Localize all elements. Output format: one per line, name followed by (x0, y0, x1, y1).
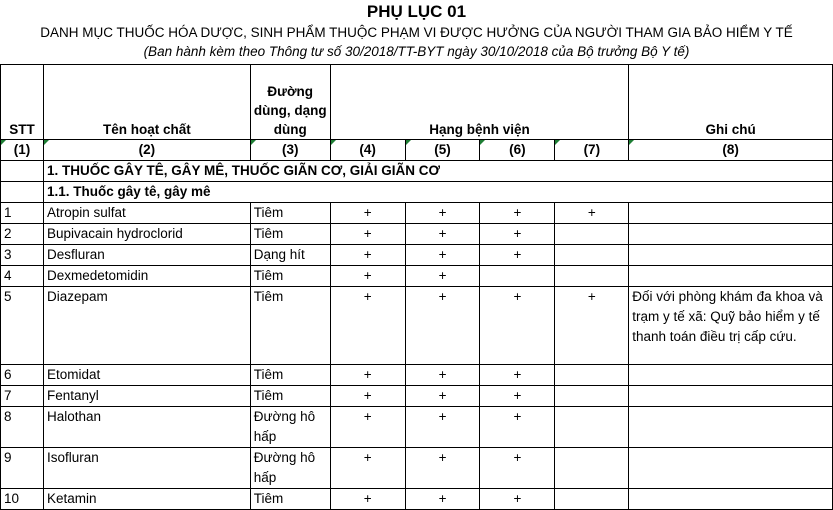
row-stt[interactable]: 10 (1, 489, 44, 510)
row-rank-4[interactable]: + (330, 203, 405, 224)
col-num-1[interactable]: (1) (1, 140, 44, 161)
row-rank-6[interactable]: + (480, 224, 555, 245)
table-row (1, 489, 833, 510)
row-rank-5[interactable]: + (405, 287, 480, 365)
row-rank-5[interactable]: + (405, 489, 480, 510)
row-route[interactable]: Tiêm (250, 266, 330, 287)
row-rank-4[interactable]: + (330, 287, 405, 365)
row-stt[interactable]: 5 (1, 287, 44, 365)
page-title: PHỤ LỤC 01 (366, 2, 467, 21)
row-route[interactable]: Đường hô hấp (250, 407, 330, 448)
row-rank-6[interactable]: + (480, 448, 555, 489)
row-rank-6[interactable]: + (480, 287, 555, 365)
row-rank-6[interactable]: + (480, 407, 555, 448)
row-rank-5[interactable]: + (405, 407, 480, 448)
subsection-row (1, 182, 833, 203)
col-num-3[interactable]: (3) (250, 140, 330, 161)
row-rank-7[interactable] (555, 245, 629, 266)
section-title[interactable]: 1. THUỐC GÂY TÊ, GÂY MÊ, THUỐC GIÃN CƠ, GIẢI GIÃN CƠ (43, 161, 832, 182)
row-rank-5[interactable]: + (405, 266, 480, 287)
row-rank-7[interactable] (555, 224, 629, 245)
row-name[interactable]: Bupivacain hydroclorid (43, 224, 250, 245)
row-rank-4[interactable]: + (330, 365, 405, 386)
row-rank-7[interactable] (555, 365, 629, 386)
table-row (1, 224, 833, 245)
row-route[interactable]: Tiêm (250, 287, 330, 365)
header-hospital-rank[interactable]: Hạng bệnh viện (330, 65, 629, 140)
col-num-2[interactable]: (2) (43, 140, 250, 161)
row-rank-6[interactable]: + (480, 365, 555, 386)
section-stt-cell[interactable] (1, 161, 44, 182)
row-stt[interactable]: 4 (1, 266, 44, 287)
row-rank-5[interactable]: + (405, 245, 480, 266)
row-rank-7[interactable] (555, 386, 629, 407)
row-rank-5[interactable]: + (405, 365, 480, 386)
row-stt[interactable]: 8 (1, 407, 44, 448)
col-num-4[interactable]: (4) (330, 140, 405, 161)
row-name[interactable]: Ketamin (43, 489, 250, 510)
table-row (1, 287, 833, 365)
row-rank-6[interactable]: + (480, 245, 555, 266)
row-rank-4[interactable]: + (330, 407, 405, 448)
row-stt[interactable]: 6 (1, 365, 44, 386)
header-route[interactable]: Đường dùng, dạng dùng (250, 65, 330, 140)
row-rank-7[interactable]: + (555, 287, 629, 365)
row-rank-6[interactable]: + (480, 203, 555, 224)
row-note[interactable] (629, 365, 833, 386)
row-stt[interactable]: 3 (1, 245, 44, 266)
table-row (1, 386, 833, 407)
row-rank-4[interactable]: + (330, 266, 405, 287)
row-note[interactable] (629, 448, 833, 489)
row-rank-6[interactable] (480, 266, 555, 287)
header-name[interactable]: Tên hoạt chất (43, 65, 250, 140)
row-name[interactable]: Halothan (43, 407, 250, 448)
col-num-6[interactable]: (6) (480, 140, 555, 161)
row-name[interactable]: Fentanyl (43, 386, 250, 407)
row-name[interactable]: Isofluran (43, 448, 250, 489)
table-row (1, 266, 833, 287)
row-rank-4[interactable]: + (330, 386, 405, 407)
column-number-row (1, 140, 833, 161)
row-stt[interactable]: 2 (1, 224, 44, 245)
document-subtitle: DANH MỤC THUỐC HÓA DƯỢC, SINH PHẨM THUỘC PHẠM VI ĐƯỢC HƯỞNG CỦA NGƯỜI THAM GIA BẢO HIỂM Y TẾ (40, 25, 793, 40)
row-rank-5[interactable]: + (405, 386, 480, 407)
col-num-5[interactable]: (5) (405, 140, 480, 161)
table-row (1, 365, 833, 386)
table-header-row (1, 65, 833, 140)
section-row (1, 161, 833, 182)
row-note[interactable] (629, 407, 833, 448)
drug-table (0, 64, 833, 510)
row-note[interactable] (629, 224, 833, 245)
row-route[interactable]: Tiêm (250, 224, 330, 245)
subsection-stt-cell[interactable] (1, 182, 44, 203)
row-rank-6[interactable]: + (480, 489, 555, 510)
row-name[interactable]: Etomidat (43, 365, 250, 386)
row-rank-5[interactable]: + (405, 203, 480, 224)
row-rank-5[interactable]: + (405, 224, 480, 245)
row-note[interactable]: Đối với phòng khám đa khoa và trạm y tế xã: Quỹ bảo hiểm y tế thanh toán điều trị cấp cứu. (629, 287, 833, 365)
header-note[interactable]: Ghi chú (629, 65, 833, 140)
row-rank-7[interactable] (555, 266, 629, 287)
row-stt[interactable]: 1 (1, 203, 44, 224)
row-route[interactable]: Đường hô hấp (250, 448, 330, 489)
row-name[interactable]: Desfluran (43, 245, 250, 266)
row-name[interactable]: Diazepam (43, 287, 250, 365)
row-route[interactable]: Tiêm (250, 489, 330, 510)
row-stt[interactable]: 9 (1, 448, 44, 489)
table-row (1, 407, 833, 448)
row-stt[interactable]: 7 (1, 386, 44, 407)
table-row (1, 448, 833, 489)
table-row (1, 245, 833, 266)
row-rank-4[interactable]: + (330, 245, 405, 266)
row-note[interactable] (629, 386, 833, 407)
row-rank-7[interactable] (555, 489, 629, 510)
row-route[interactable]: Tiêm (250, 203, 330, 224)
row-note[interactable] (629, 245, 833, 266)
row-rank-4[interactable]: + (330, 489, 405, 510)
row-rank-5[interactable]: + (405, 448, 480, 489)
row-rank-4[interactable]: + (330, 448, 405, 489)
row-route[interactable]: Dạng hít (250, 245, 330, 266)
row-rank-4[interactable]: + (330, 224, 405, 245)
issuance-note: (Ban hành kèm theo Thông tư số 30/2018/TT-BYT ngày 30/10/2018 của Bộ trưởng Bộ Y tế) (143, 44, 690, 59)
row-route[interactable]: Tiêm (250, 365, 330, 386)
row-rank-7[interactable]: + (555, 203, 629, 224)
row-note[interactable] (629, 266, 833, 287)
row-rank-7[interactable] (555, 448, 629, 489)
row-note[interactable] (629, 203, 833, 224)
header-stt[interactable]: STT (1, 65, 44, 140)
row-rank-7[interactable] (555, 407, 629, 448)
row-note[interactable] (629, 489, 833, 510)
row-name[interactable]: Dexmedetomidin (43, 266, 250, 287)
subsection-title[interactable]: 1.1. Thuốc gây tê, gây mê (43, 182, 832, 203)
table-row (1, 203, 833, 224)
col-num-8[interactable]: (8) (629, 140, 833, 161)
col-num-7[interactable]: (7) (555, 140, 629, 161)
row-route[interactable]: Tiêm (250, 386, 330, 407)
row-name[interactable]: Atropin sulfat (43, 203, 250, 224)
row-rank-6[interactable]: + (480, 386, 555, 407)
